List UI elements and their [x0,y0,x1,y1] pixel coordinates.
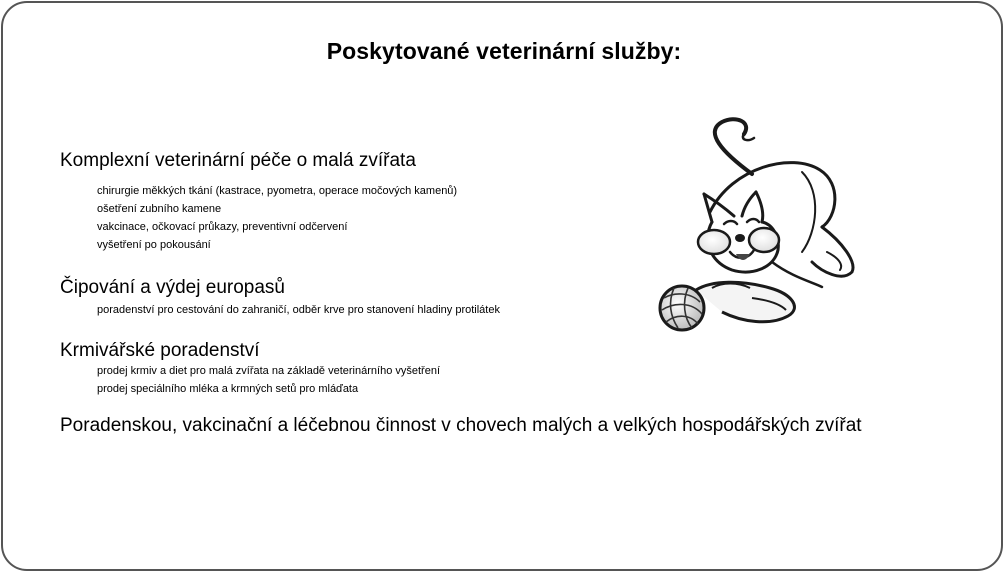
list-item: vakcinace, očkovací průkazy, preventivní odčervení [97,221,348,233]
list-item: ošetření zubního kamene [97,203,222,215]
section-heading-feed-advice: Krmivářské poradenství [60,340,260,361]
list-item: prodej krmiv a diet pro malá zvířata na základě veterinárního vyšetření [97,365,440,377]
list-item: prodej speciálního mléka a krmných setů pro mláďata [97,383,359,395]
cat-with-yarn-ball-icon [652,112,868,344]
list-item: chirurgie měkkých tkání (kastrace, pyometra, operace močových kamenů) [97,185,458,197]
section-heading-livestock: Poradenskou, vakcinační a léčebnou činnost v chovech malých a velkých hospodářských zvířat [60,415,862,436]
list-item: poradenství pro cestování do zahraničí, odběr krve pro stanovení hladiny protilátek [97,304,500,316]
list-item: vyšetření po pokousání [97,239,211,251]
page-title: Poskytované veterinární služby: [326,38,682,64]
section-heading-small-animal-care: Komplexní veterinární péče o malá zvířata [60,150,416,171]
section-heading-chipping: Čipování a výdej europasů [60,277,285,298]
